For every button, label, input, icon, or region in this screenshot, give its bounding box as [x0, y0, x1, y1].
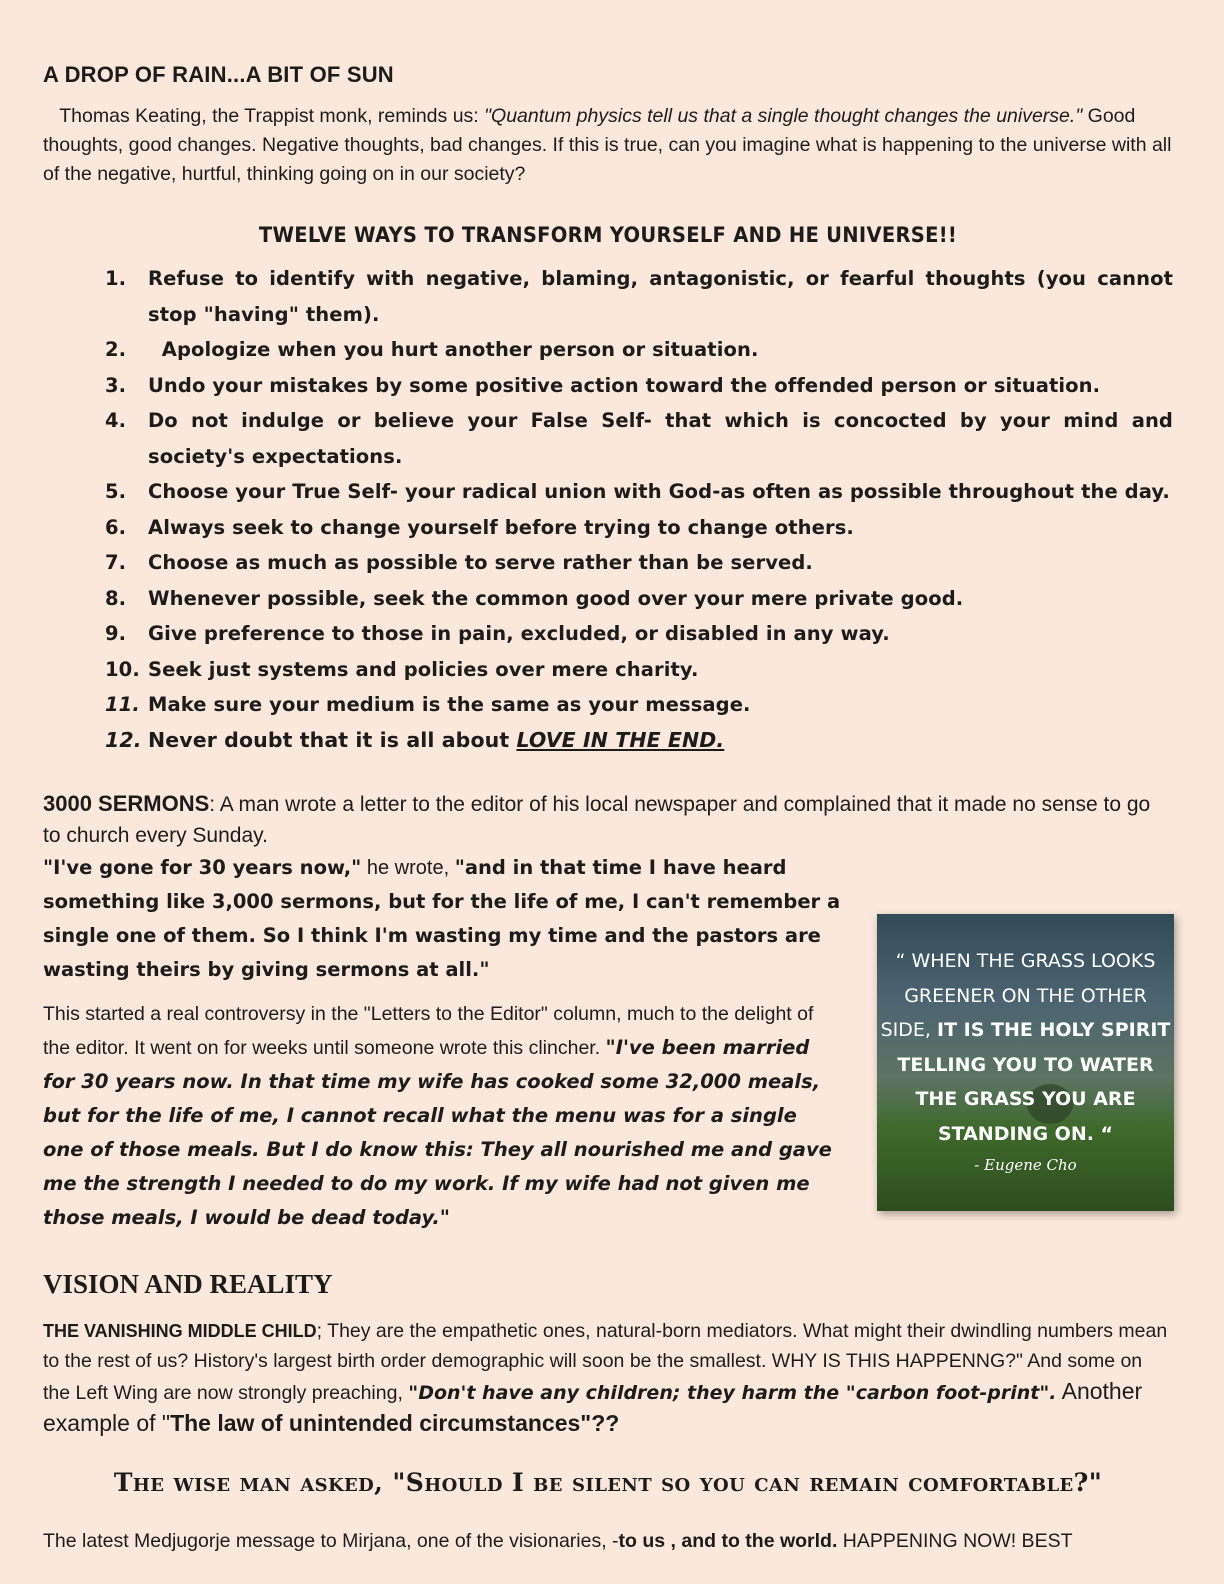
image-quote-line: THE GRASS YOU ARE — [915, 1088, 1136, 1110]
twelve-ways-list — [43, 261, 1173, 758]
document-page — [43, 62, 1173, 1555]
image-quote-author: - Eugene Cho — [974, 1156, 1077, 1174]
law-phrase: The law of unintended circumstances"?? — [170, 1410, 620, 1436]
sermons-left-column — [43, 851, 843, 1235]
list-item: 9. Give preference to those in pain, excluded, or disabled in any way. — [105, 622, 890, 645]
intro-lead: Thomas Keating, the Trappist monk, reminds us: — [59, 105, 485, 127]
list-item: 2. Apologize when you hurt another person or situation. — [105, 338, 759, 361]
list-item: 10. Seek just systems and policies over mere charity. — [105, 657, 699, 681]
keating-quote: "Quantum physics tell us that a single thought changes the universe." — [484, 105, 1083, 127]
heading-drop-of-rain: A DROP OF RAIN...A BIT OF SUN — [43, 62, 394, 87]
wise-man-line: The wise man asked, "Should I be silent so you can remain comfortable?" — [113, 1468, 1103, 1497]
list-item: 8. Whenever possible, seek the common good over your mere private good. — [105, 586, 964, 610]
meals-quote: "I've been married for 30 years now. In that time my wife has cooked some 32,000 meals, but for the life of me, I cannot recall what the menu was for a single one of those meals. But I do know this: They all nourished me and gave me the strength I needed to do my work. If my wife had not given me those meals, I would be dead today." — [43, 1036, 832, 1229]
list-item: 3. Undo your mistakes by some positive action toward the offended person or situation. — [105, 373, 1101, 397]
carbon-quote: "Don't have any children; they harm the "carbon foot-print". — [408, 1382, 1057, 1404]
image-quote-line: “ WHEN THE GRASS LOOKS — [895, 950, 1156, 972]
image-quote-line: SIDE, IT IS THE HOLY SPIRIT — [880, 1019, 1171, 1041]
image-quote-line: GREENER ON THE OTHER — [904, 984, 1147, 1007]
list-item: 1. Refuse to identify with negative, blaming, antagonistic, or fearful thoughts (you cannot stop "having" them). — [105, 267, 1173, 326]
list-item: 12. Never doubt that it is all about LOVE IN THE END. — [105, 727, 725, 752]
list-item: 7. Choose as much as possible to serve rather than be served. — [105, 551, 813, 574]
middle-child-paragraph: THE VANISHING MIDDLE CHILD; They are the empathetic ones, natural-born mediators. What might their dwindling numbers mean to the rest of us? History's largest birth order demographic will soon be the smallest. WHY IS THIS HAPPENNG?" And some on the Left Wing are now strongly preaching, "Don't have any children; they harm the "carbon foot-print". Another example of "The law of unintended circumstances"?? — [43, 1320, 1168, 1436]
list-item: 4. Do not indulge or believe your False Self- that which is concocted by your mind and society's expectations. — [105, 409, 1173, 468]
intro-rest: Good thoughts, good changes. Negative thoughts, bad changes. If this is true, can you imagine what is happening to the universe with all of the negative, hurtful, thinking going on in our society? — [43, 105, 1172, 185]
sermons-quote: "I've gone for 30 years now," he wrote, "and in that time I have heard something like 3,000 sermons, but for the life of me, I can't remember a single one of them. So I think I'm wasting my time and the pastors are wasting theirs by giving sermons at all." — [43, 856, 841, 981]
image-quote-line: TELLING YOU TO WATER — [897, 1053, 1154, 1076]
controversy-paragraph: This started a real controversy in the "Letters to the Editor" column, much to the delight of the editor. It went on for weeks until someone wrote this clincher. "I've been married for 30 years now. In that time my wife has cooked some 32,000 meals, but for the life of me, I cannot recall what the menu was for a single one of those meals. But I do know this: They all nourished me and gave me the strength I needed to do my work. If my wife had not given me those meals, I would be dead today." — [43, 1003, 832, 1229]
list-item: 6. Always seek to change yourself before trying to change others. — [105, 515, 854, 539]
sermons-lead: 3000 SERMONS: A man wrote a letter to the editor of his local newspaper and complained that it made no sense to go to church every Sunday. — [43, 791, 1151, 847]
intro-paragraph — [43, 102, 1173, 189]
love-in-the-end: LOVE IN THE END. — [516, 727, 725, 752]
twelve-ways-title: TWELVE WAYS TO TRANSFORM YOURSELF AND HE UNIVERSE!! — [258, 223, 958, 247]
list-item: 5. Choose your True Self- your radical union with God-as often as possible throughout the day. — [105, 480, 1170, 503]
vision-heading: VISION AND REALITY — [43, 1269, 333, 1299]
sermons-section — [43, 788, 1173, 1235]
grass-quote-image — [877, 914, 1174, 1211]
sermons-label: 3000 SERMONS — [43, 791, 210, 816]
image-quote-line: STANDING ON. “ — [937, 1122, 1114, 1145]
medjugorje-line: The latest Medjugorje message to Mirjana, one of the visionaries, -to us , and to the world. HAPPENING NOW! BEST — [43, 1530, 1073, 1552]
list-item: 11. Make sure your medium is the same as your message. — [105, 693, 751, 716]
middle-child-tag: THE VANISHING MIDDLE CHILD — [43, 1321, 317, 1341]
